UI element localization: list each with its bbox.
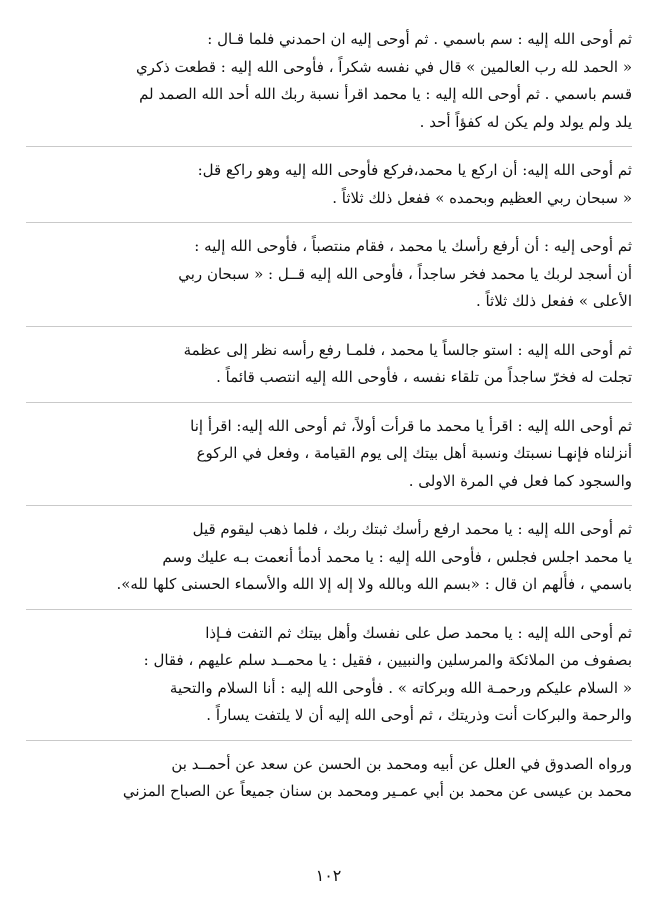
paragraph-2	[26, 157, 632, 222]
text-line: يلد ولم يولد ولم يكن له كفؤاً أحد .	[419, 112, 632, 131]
paragraph-divider	[26, 740, 632, 741]
paragraph-divider	[26, 146, 632, 147]
text-line: والرحمة والبركات أنت وذريتك ، ثم أوحى الله إليه أن لا يلتفت يساراً .	[206, 706, 632, 724]
text-line: « سبحان ربي العظيم وبحمده » ففعل ذلك ثلاثاً .	[332, 188, 632, 207]
paragraph-3	[26, 233, 632, 326]
paragraph-4	[26, 337, 632, 402]
text-line: ورواه الصدوق في العلل عن أبيه ومحمد بن الحسن عن سعد عن أحمــد بن	[171, 754, 632, 773]
text-line: « الحمد لله رب العالمين » قال في نفسه شكراً ، فأوحى الله إليه : قطعت ذكري	[135, 57, 632, 76]
text-line: ثم أوحى الله إليه : سم باسمي . ثم أوحى إليه ان احمدني فلما قـال :	[207, 30, 632, 48]
text-line: تجلت له فخرّ ساجداً من تلقاء نفسه ، فأوحى الله إليه انتصب قائماً .	[216, 368, 632, 386]
text-line: والسجود كما فعل في المرة الاولى .	[408, 471, 632, 490]
page-number: ١٠٢	[315, 866, 342, 885]
paragraph-7	[26, 620, 632, 740]
paragraph-1	[26, 26, 632, 146]
paragraph-divider	[26, 326, 632, 327]
text-line: أنزلناه فإنهـا نسبتك ونسبة أهل بيتك إلى يوم القيامة ، وفعل في الركوع	[196, 444, 632, 462]
paragraph-divider	[26, 505, 632, 506]
text-line: ثم أوحى الله إليه : يا محمد ارفع رأسك ثبتك ربك ، فلما ذهب ليقوم قيل	[192, 520, 632, 538]
paragraph-divider	[26, 609, 632, 610]
paragraph-6	[26, 516, 632, 609]
paragraph-5	[26, 413, 632, 506]
text-line: باسمي ، فأُلهم ان قال : «بسم الله وبالله ولا إله إلا الله والأسماء الحسنى كلها لله».	[116, 575, 632, 593]
paragraph-divider	[26, 402, 632, 403]
text-line: ثم أوحى الله إليه : استو جالساً يا محمد ، فلمـا رفع رأسه نظر إلى عظمة	[183, 340, 632, 359]
text-line: ثم أوحى الله إليه : يا محمد صل على نفسك وأهل بيتك ثم التفت فـإذا	[205, 623, 632, 642]
text-line: ثم أوحى الله إليه : اقرأ يا محمد ما قرأت أولاً، ثم أوحى الله إليه: اقرأ إنا	[190, 416, 632, 435]
text-line: يا محمد اجلس فجلس ، فأوحى الله إليه : يا محمد أدمأ أنعمت بـه عليك وسم	[162, 547, 632, 566]
text-line: « السلام عليكم ورحمـة الله وبركاته » . فأوحى الله إليه : أنا السلام والتحية	[169, 678, 632, 697]
text-line: ثم أوحى الله إليه: أن اركع يا محمد،فركع فأوحى الله إليه وهو راكع قل:	[197, 161, 632, 179]
text-line: محمد بن عيسى عن محمد بن أبي عمـير ومحمد بن سنان جميعاً عن الصباح المزني	[122, 782, 632, 800]
text-line: أن أسجد لربك يا محمد فخر ساجداً ، فأوحى الله إليه قــل : « سبحان ربي	[178, 264, 632, 283]
page-body	[26, 26, 632, 816]
text-line: ثم أوحى إليه : أن أرفع رأسك يا محمد ، فقام منتصباً ، فأوحى الله إليه :	[194, 237, 632, 255]
paragraph-8	[26, 751, 632, 816]
text-line: بصفوف من الملائكة والمرسلين والنبيين ، فقيل : يا محمــد سلم عليهم ، فقال :	[143, 651, 632, 669]
text-line: قسم باسمي . ثم أوحى الله إليه : يا محمد اقرأ نسبة ربك الله أحد الله الصمد لم	[139, 85, 632, 103]
text-line: الأعلى » ففعل ذلك ثلاثاً .	[475, 292, 632, 310]
paragraph-divider	[26, 222, 632, 223]
